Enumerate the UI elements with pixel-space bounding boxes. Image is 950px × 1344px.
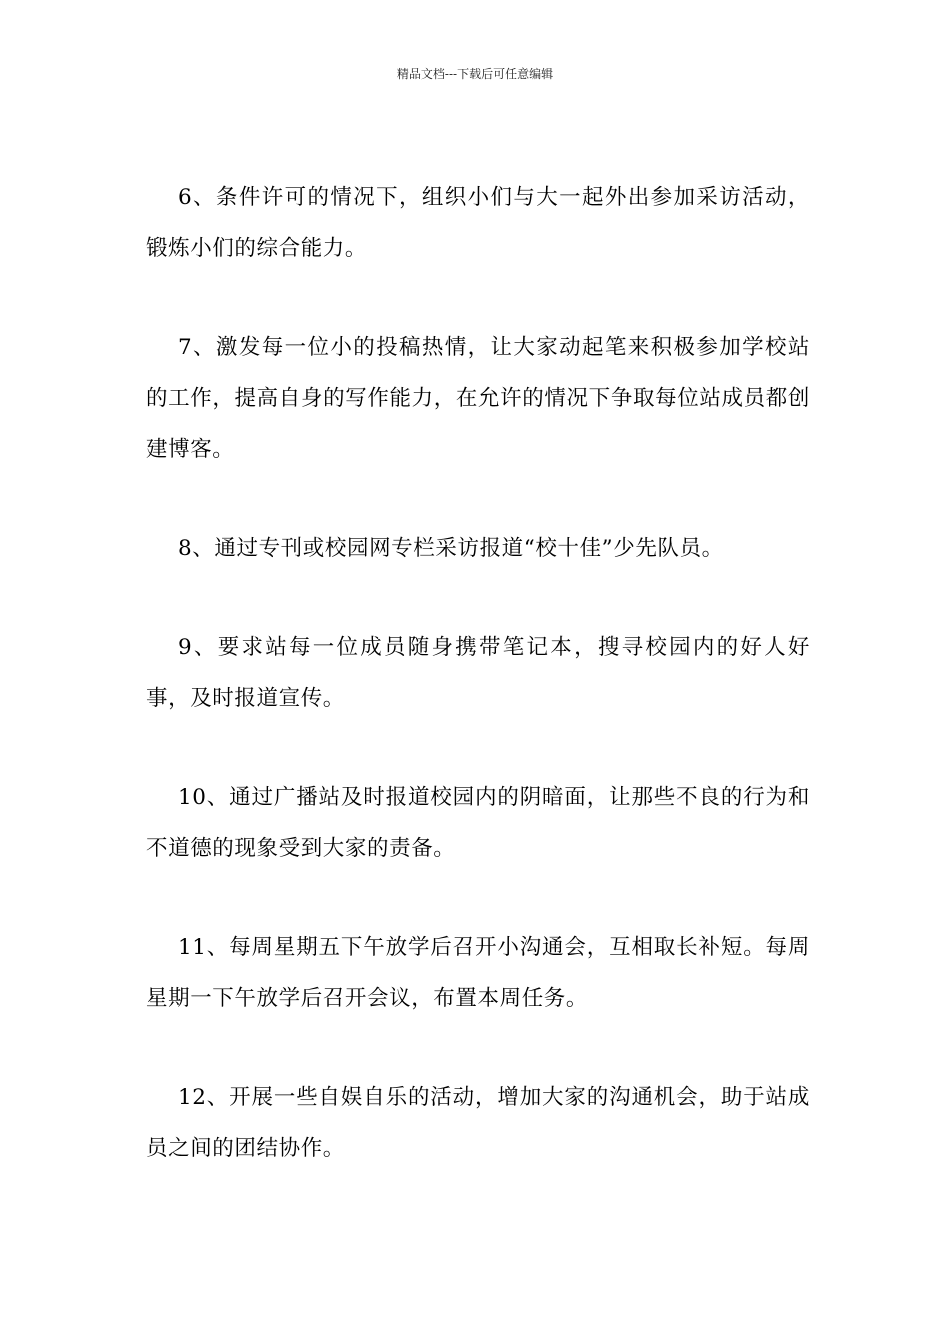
paragraph-item-6: 6、条件许可的情况下，组织小们与大一起外出参加采访活动，锻炼小们的综合能力。	[146, 185, 810, 261]
paragraph-item-8: 8、通过专刊或校园网专栏采访报道“校十佳”少先队员。	[178, 536, 724, 561]
paragraph-item-7: 7、激发每一位小的投稿热情，让大家动起笔来积极参加学校站的工作，提高自身的写作能力，在允许的情况下争取每位站成员都创建博客。	[146, 335, 810, 462]
paragraph-item-11: 11、每周星期五下午放学后召开小沟通会，互相取长补短。每周星期一下午放学后召开会议，布置本周任务。	[146, 935, 810, 1011]
paragraph-item-12: 12、开展一些自娱自乐的活动，增加大家的沟通机会，助于站成员之间的团结协作。	[146, 1085, 810, 1161]
document-body	[146, 172, 810, 1222]
paragraph-item-9: 9、要求站每一位成员随身携带笔记本，搜寻校园内的好人好事，及时报道宣传。	[146, 635, 810, 711]
page-header: 精品文档---下载后可任意编辑	[396, 67, 554, 81]
paragraph-item-10: 10、通过广播站及时报道校园内的阴暗面，让那些不良的行为和不道德的现象受到大家的责备。	[146, 785, 810, 861]
